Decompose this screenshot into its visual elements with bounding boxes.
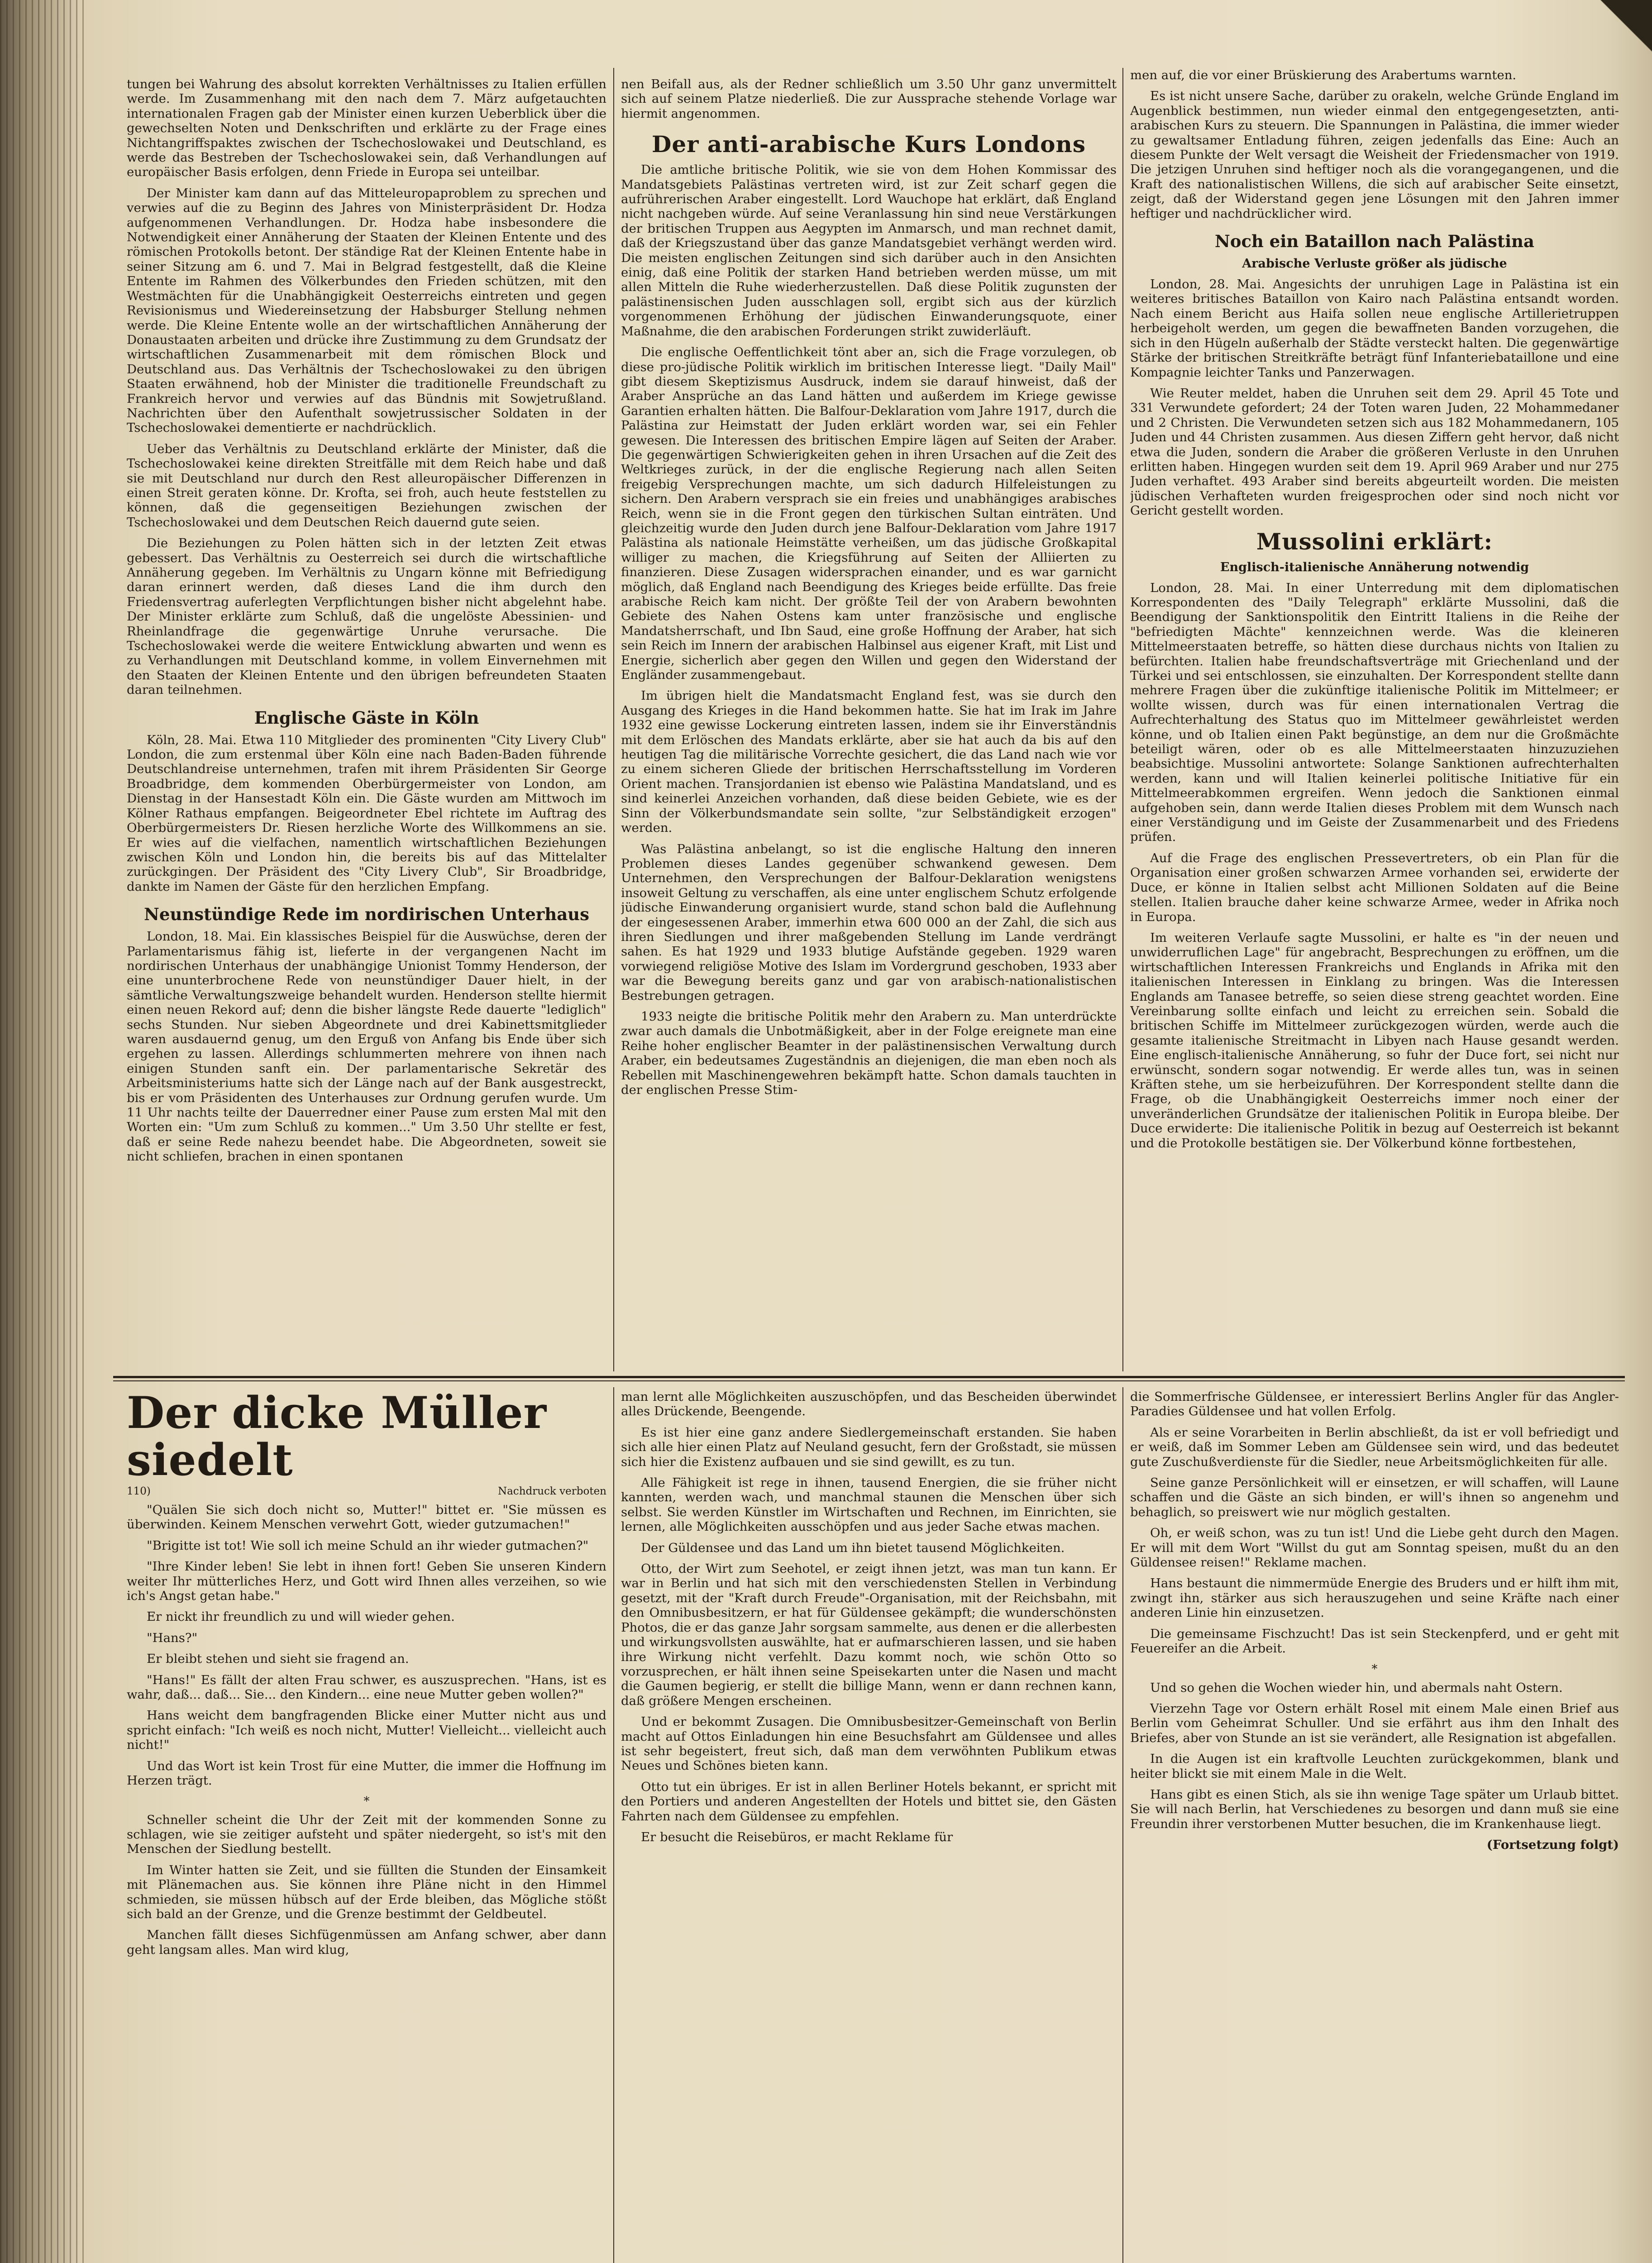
article-text: Im übrigen hielt die Mandatsmacht England fest, was sie durch den Ausgang des Krieges in die Hand bekommen hatte. Sie hat im Irak im Jahre 1932 eine gewisse Lockerung eintreten lassen, indem sie ihr Einverständnis mit dem Erlöschen des Mandats erklärte, aber sie hat auch da bis auf den heutigen Tag die militärische Vorrechte gesichert, die das Land nach wie vor zu einem sicheren Gliede der britischen Herrschaftsstellung im Vorderen Orient machen. Transjordanien ist ebenso wie Palästina Mandatsland, und es sind keinerlei Anzeichen vorhanden, daß diese beiden Gebiete, wie es der Sinn der Völkerbundsmandate sein sollte, "zur Selbständigkeit erzogen" werden. bbox=[621, 688, 1117, 835]
headline-anti-arab-course: Der anti-arabische Kurs Londons bbox=[651, 131, 1086, 158]
article-text: tungen bei Wahrung des absolut korrekten Verhältnisses zu Italien erfüllen werde. Im Zusammenhang mit den nach dem 7. März aufgetauchten internationalen Fragen gab der Minister einen kurzen Ueberblick über die gewechselten Noten und Denkschriften und erklärte zu der Frage eines Nichtangriffspaktes zwischen der Tschechoslowakei und Deutschland, es werde das Bestreben der Tschechoslowakei sein, daß Verhandlungen auf europäischer Basis erfolgen, denn Friede in Europa sei unteilbar. bbox=[127, 77, 606, 180]
article-column-1 bbox=[127, 77, 606, 1371]
serial-text: "Hans?" bbox=[147, 1630, 198, 1645]
serial-text: Im Winter hatten sie Zeit, und sie füllten die Stunden der Einsamkeit mit Plänemachen aus. Sie können ihre Pläne nicht in den Himmel schmieden, sie müssen hübsch auf der Erde bleiben, das Mögliche stößt sich bald an der Grenze, und die Grenze bestimmt der Geldbeutel. bbox=[127, 1862, 606, 1921]
article-text: Auf die Frage des englischen Pressevertreters, ob ein Plan für die Organisation einer großen schwarzen Armee vorhanden sei, erwiderte der Duce, er könne in Italien selbst acht Millionen Soldaten auf die Beine stellen. Italien brauche daher keine schwarze Armee, weder in Afrika noch in Europa. bbox=[1130, 850, 1619, 924]
serial-text: Vierzehn Tage vor Ostern erhält Rosel mit einem Male einen Brief aus Berlin vom Geheimrat Schuller. Und sie erfährt aus ihm den Inhalt des Briefes, aber von Stunde an ist sie verändert, alle Resignation ist abgefallen. bbox=[1130, 1701, 1619, 1745]
page-binding bbox=[0, 0, 86, 2263]
reprint-notice: Nachdruck verboten bbox=[497, 1485, 606, 1497]
serial-text: "Quälen Sie sich doch nicht so, Mutter!" bittet er. "Sie müssen es überwinden. Keinem Menschen verwehrt Gott, wieder gutzumachen!" bbox=[127, 1503, 606, 1532]
article-text: 1933 neigte die britische Politik mehr den Arabern zu. Man unterdrückte zwar auch damals die Unbotmäßigkeit, aber in der Folge ereignete man eine Reihe hoher englischer Beamter in der palästinensischen Verwaltung durch Araber, ein bedeutsames Zugeständnis an diejenigen, die man eben noch als Rebellen mit Maschinengewehren bekämpft hatte. Schon damals tauchten in der englischen Presse Stim- bbox=[621, 1009, 1117, 1097]
serial-text: Hans weicht dem bangfragenden Blicke einer Mutter nicht aus und spricht einfach: "Ich weiß es noch nicht, Mutter! Vielleicht... vielleicht auch nicht!" bbox=[127, 1708, 606, 1752]
article-text: Die Beziehungen zu Polen hätten sich in der letzten Zeit etwas gebessert. Das Verhältnis zu Oesterreich sei durch die wirtschaftliche Annäherung gegeben. Im Verhältnis zu Ungarn könne mit Befriedigung daran erinnert werden, daß dieses Land die ihm durch den Friedensvertrag auferlegten Verpflichtungen bisher nicht abgelehnt habe. Der Minister erklärte zum Schluß, daß die ungelöste Abessinien- und Rheinlandfrage die gegenwärtige Unruhe verursache. Die Tschechoslowakei werde die weitere Entwicklung abwarten und wenn es zu Verhandlungen mit Deutschland komme, in vollem Einvernehmen mit den Staaten der Kleinen Entente und den übrigen befreundeten Staaten daran teilnehmen. bbox=[127, 536, 606, 697]
serial-text: Er bleibt stehen und sieht sie fragend an. bbox=[147, 1652, 409, 1666]
article-text: Die englische Oeffentlichkeit tönt aber an, sich die Frage vorzulegen, ob diese pro-jüdische Politik wirklich im britischen Interesse liegt. "Daily Mail" gibt diesem Skeptizismus Ausdruck, indem sie darauf hinweist, daß der Araber Ansprüche an das Land hätten und außerdem im Kriege gewisse Garantien erhalten hätten. Die Balfour-Deklaration vom Jahre 1917, durch die Palästina zur Heimstatt der Juden erklärt worden war, sei ein Fehler gewesen. Die Interessen des britischen Empire lägen auf Seiten der Araber. Die gegenwärtigen Schwierigkeiten gehen in ihren Ursachen auf die Zeit des Weltkrieges zurück, in der die englische Regierung nach allen Seiten freigebig Versprechungen machte, um sich dadurch Hilfeleistungen zu sichern. Den Arabern versprach sie ein freies und unabhängiges arabisches Reich, wenn sie in die Front gegen den türkischen Sultan einträten. Und gleichzeitig wurde den Juden durch jene Balfour-Deklaration vom Jahre 1917 Palästina als nationale Heimstätte verheißen, um das jüdische Großkapital williger zu machen, die Kriegsführung auf Seiten der Alliierten zu finanzieren. Diese Zusagen widersprachen einander, und es war garnicht möglich, daß England nach Beendigung des Krieges beide erfüllte. Das freie arabische Reich kam nicht. Der größte Teil der von Arabern bewohnten Gebiete des Nahen Ostens kam unter französische und englische Mandatsherrschaft, und Ibn Saud, eine große Hoffnung der Araber, hat sich sein Reich im Innern der arabischen Halbinsel aus eigener Kraft, mit List und Energie, sicherlich aber gegen den Willen und gegen den Widerstand der Engländer zusammengebaut. bbox=[621, 345, 1117, 683]
article-text: Ueber das Verhältnis zu Deutschland erklärte der Minister, daß die Tschechoslowakei keine direkten Streitfälle mit dem Reich habe und daß sie mit Deutschland nur durch den Rest alleuropäischer Differenzen in einen Streit geraten könne. Dr. Krofta, sei froh, auch heute feststellen zu können, daß die gegenseitigen Beziehungen zwischen der Tschechoslowakei und dem Deutschen Reich dauernd gute seien. bbox=[127, 441, 606, 530]
article-column-2 bbox=[621, 77, 1117, 1371]
column-divider bbox=[1122, 1387, 1123, 2263]
serial-text: "Ihre Kinder leben! Sie lebt in ihnen fort! Geben Sie unseren Kindern weiter Ihr mütterliches Herz, und Gott wird Ihnen alles verzeihen, so wie ich's Angst getan habe." bbox=[127, 1559, 606, 1604]
article-text: nen Beifall aus, als der Redner schließlich um 3.50 Uhr ganz unvermittelt sich auf seinem Platze niederließ. Die zur Aussprache stehende Vorlage war hiermit angenommen. bbox=[621, 77, 1117, 121]
article-text: Wie Reuter meldet, haben die Unruhen seit dem 29. April 45 Tote und 331 Verwundete gefordert; 24 der Toten waren Juden, 22 Mohammedaner und 2 Christen. Die Verwundeten setzen sich aus 182 Mohammedanern, 105 Juden und 44 Christen zusammen. Aus diesen Ziffern geht hervor, daß nicht etwa die Juden, sondern die Araber die größeren Verluste in den Unruhen erlitten haben. Hingegen wurden seit dem 19. April 969 Araber und nur 275 Juden verhaftet. 493 Araber sind bereits abgeurteilt worden. Die meisten jüdischen Verhafteten wurden freigesprochen oder sind noch nicht vor Gericht gestellt worden. bbox=[1130, 386, 1619, 518]
headline-mussolini: Mussolini erklärt: bbox=[1256, 528, 1493, 555]
serial-text: "Brigitte ist tot! Wie soll ich meine Schuld an ihr wieder gutmachen?" bbox=[147, 1538, 589, 1553]
serial-episode-number: 110) bbox=[127, 1485, 151, 1497]
serial-text: Oh, er weiß schon, was zu tun ist! Und die Liebe geht durch den Magen. Er will mit dem Wort "Willst du gut am Sonntag speisen, mußt du an den Güldensee reisen!" Reklame machen. bbox=[1130, 1526, 1619, 1570]
page-corner-tab bbox=[1598, 0, 1652, 59]
serial-title: Der dicke Müller siedelt bbox=[127, 1389, 547, 1485]
serial-text: Hans bestaunt die nimmermüde Energie des Bruders und er hilft ihm mit, zwingt ihn, stärker aus sich herauszugehen und seine Kräfte nach einer anderen Linie hin einzusetzen. bbox=[1130, 1576, 1619, 1620]
article-text: Köln, 28. Mai. Etwa 110 Mitglieder des prominenten "City Livery Club" London, die zum erstenmal über Köln eine nach Baden-Baden führende Deutschlandreise unternehmen, trafen mit ihrem Präsidenten Sir George Broadbridge, dem kommenden Oberbürgermeister von London, am Dienstag in der Hansestadt Köln ein. Die Gäste wurden am Mittwoch im Kölner Rathaus empfangen. Beigeordneter Ebel richtete im Auftrag des Oberbürgermeisters Dr. Riesen herzliche Worte des Willkommens an sie. Er wies auf die vielfachen, namentlich wirtschaftlichen Beziehungen zwischen Köln und London hin, die bereits bis auf das Mittelalter zurückgingen. Der Präsident des "City Livery Club", Sir Broadbridge, dankte im Namen der Gäste für den herzlichen Empfang. bbox=[127, 732, 606, 894]
article-text: London, 28. Mai. In einer Unterredung mit dem diplomatischen Korrespondenten des "Daily Telegraph" erklärte Mussolini, daß die Beendigung der Sanktionspolitik den Eintritt Italiens in die Reihe der "befriedigten Mächte" kennzeichnen werde. Was die kleineren Mittelmeerstaaten betreffe, so hätten diese durchaus nichts von Italien zu befürchten. Italien habe freundschaftsverträge mit Griechenland und der Türkei und sei entschlossen, sie einzuhalten. Der Korrespondent stellte dann mehrere Fragen über die zukünftige italienische Politik im Mittelmeer; er wollte wissen, durch was für einen internationalen Vertrag die Aufrechterhaltung des Status quo im Mittelmeer gewährleistet werden könne, und ob Italien einen Pakt begünstige, an dem nur die Großmächte beteiligt wären, oder ob es alle Mittelmeerstaaten hinzuzuziehen beabsichtige. Mussolini antwortete: Solange Sanktionen aufrechterhalten werden, kann und will Italien keinerlei politische Initiative für ein Mittelmeerabkommen ergreifen. Wenn jedoch die Sanktionen einmal aufgehoben sein, dann werde Italien dieses Problem mit dem Wunsch nach einer Verständigung und im Geiste der Zusammenarbeit und des Friedens prüfen. bbox=[1130, 580, 1619, 845]
serial-text: Die gemeinsame Fischzucht! Das ist sein Steckenpferd, und er geht mit Feuereifer an die Arbeit. bbox=[1130, 1626, 1619, 1656]
serial-text: In die Augen ist ein kraftvolle Leuchten zurückgekommen, blank und heiter blickt sie mit einem Male in die Welt. bbox=[1130, 1752, 1619, 1781]
headline-english-guests: Englische Gäste in Köln bbox=[254, 707, 479, 728]
serial-column-2 bbox=[621, 1389, 1117, 2263]
continued-notice: (Fortsetzung folgt) bbox=[1486, 1838, 1619, 1852]
section-asterisk: * bbox=[1371, 1662, 1378, 1676]
serial-text: Otto tut ein übriges. Er ist in allen Berliner Hotels bekannt, er spricht mit den Portiers und anderen Angestellten der Hotels und bittet sie, den Gästen Fahrten nach dem Güldensee zu empfehlen. bbox=[621, 1779, 1117, 1824]
section-asterisk: * bbox=[363, 1794, 370, 1808]
serial-column-1 bbox=[127, 1389, 606, 2263]
serial-text: Als er seine Vorarbeiten in Berlin abschließt, da ist er voll befriedigt und er weiß, daß im Sommer Leben am Güldensee sein wird, und das bedeutet gute Zuschußverdienste für die Siedler, neue Arbeitsmöglichkeiten für alle. bbox=[1130, 1425, 1619, 1469]
serial-text: man lernt alle Möglichkeiten auszuschöpfen, und das Bescheiden überwindet alles Drückende, Beengende. bbox=[621, 1389, 1117, 1419]
serial-text: Seine ganze Persönlichkeit will er einsetzen, er will schaffen, will Laune schaffen und die Gäste an sich binden, er will's ihnen so angenehm und behaglich, so preiswert wie nur möglich gestalten. bbox=[1130, 1475, 1619, 1519]
serial-text: Und er bekommt Zusagen. Die Omnibusbesitzer-Gemeinschaft von Berlin macht auf Ottos Einladungen hin eine Besuchsfahrt am Güldensee und alles ist sehr begeistert, freut sich, daß man dem verwöhnten Publikum etwas Neues und Schönes bieten kann. bbox=[621, 1714, 1117, 1773]
serial-text: Manchen fällt dieses Sichfügenmüssen am Anfang schwer, aber dann geht langsam alles. Man wird klug, bbox=[127, 1928, 606, 1957]
section-divider bbox=[113, 1376, 1625, 1378]
headline-battalion-palestine: Noch ein Bataillon nach Palästina bbox=[1215, 231, 1534, 252]
column-divider bbox=[1122, 68, 1123, 1371]
serial-text: Otto, der Wirt zum Seehotel, er zeigt ihnen jetzt, was man tun kann. Er war in Berlin und hat sich mit den verschiedensten Stellen in Verbindung gesetzt, mit der "Kraft durch Freude"-Organisation, mit der Reichsbahn, mit den Omnibusbesitzern, er hat für Güldensee gekämpft; die wunderschönsten Photos, die er das ganze Jahr sorgsam sammelte, aus denen er die allerbesten und wirkungsvollsten auswählte, hat er aufmarschieren lassen, und sie haben ihre Wirkung nicht verfehlt. Dazu kommt noch, wie schön Otto so vorzusprechen, er hält ihnen seine Speisekarten unter die Nasen und macht die Gaumen begierig, er stellt die billige Mann, wenn er dann rechnen kann, daß größere Mengen erscheinen. bbox=[621, 1561, 1117, 1708]
serial-text: Er besucht die Reisebüros, er macht Reklame für bbox=[641, 1829, 953, 1844]
article-text: London, 18. Mai. Ein klassisches Beispiel für die Auswüchse, deren der Parlamentarismus fähig ist, lieferte in der vergangenen Nacht im nordirischen Unterhaus der unabhängige Unionist Tommy Henderson, der eine ununterbrochene Rede von neunstündiger Dauer hielt, in der sämtliche Verwaltungszweige behandelt wurden. Henderson stellte hiermit einen neuen Rekord auf; denn die bisher längste Rede dauerte "lediglich" sechs Stunden. Nur sieben Abgeordnete und drei Kabinettsmitglieder waren ausdauernd genug, um den Erguß von Anfang bis Ende über sich ergehen zu lassen. Allerdings schlummerten mehrere von ihnen nach einigen Stunden sanft ein. Der parlamentarische Sekretär des Arbeitsministeriums hatte sich der Länge nach auf der Bank ausgestreckt, bis er vom Präsidenten des Unterhauses zur Ordnung gerufen wurde. Um 11 Uhr nachts teilte der Dauerredner einer Pause zum ersten Mal mit den Worten ein: "Um zum Schluß zu kommen..." Um 3.50 Uhr stellte er fest, daß er seine Rede nahezu beendet habe. Die Abgeordneten, soweit sie nicht schliefen, brachen in einen spontanen bbox=[127, 929, 606, 1164]
column-divider bbox=[613, 1387, 614, 2263]
article-text: Die amtliche britische Politik, wie sie von dem Hohen Kommissar des Mandatsgebiets Palästinas vertreten wird, ist zur Zeit scharf gegen die aufrührerischen Araber eingestellt. Lord Wauchope hat erklärt, daß England nicht nachgeben würde. Auf seine Veranlassung hin sind neue Verstärkungen der britischen Truppen aus Aegypten im Anmarsch, und man rechnet damit, daß der Kriegszustand über das ganze Mandatsgebiet verhängt werden wird. Die meisten englischen Zeitungen sind sich darüber auch in den Ansichten einig, daß eine Politik der starken Hand betrieben werden müsse, um mit allen Mitteln die Ruhe wiederherzustellen. Daß diese Politik zugunsten der palästinensischen Juden ausschlagen soll, ergibt sich aus der kürzlich vorgenommenen Erhöhung der jüdischen Einwanderungsquote, einer Maßnahme, die den arabischen Forderungen strikt zuwiderläuft. bbox=[621, 162, 1117, 339]
headline-nine-hour-speech: Neunstündige Rede im nordirischen Unterhaus bbox=[144, 904, 589, 925]
subheadline-losses: Arabische Verluste größer als jüdische bbox=[1242, 257, 1507, 271]
article-text: men auf, die vor einer Brüskierung des Arabertums warnten. bbox=[1130, 68, 1517, 82]
serial-text: die Sommerfrische Güldensee, er interessiert Berlins Angler für das Angler-Paradies Güldensee und hat vollen Erfolg. bbox=[1130, 1389, 1619, 1419]
serial-text: Es ist hier eine ganz andere Siedlergemeinschaft erstanden. Sie haben sich alle hier einen Platz auf Neuland gesucht, fern der Großstadt, sie müssen sich hier die Existenz aufbauen und sie sind gewillt, es zu tun. bbox=[621, 1425, 1117, 1469]
article-text: Was Palästina anbelangt, so ist die englische Haltung den inneren Problemen dieses Landes gegenüber schwankend gewesen. Dem Unternehmen, den Versprechungen der Balfour-Deklaration wenigstens insoweit Geltung zu verschaffen, als eine unter englischem Schutz erfolgende jüdische Einwanderung organisiert wurde, stand schon bald die Auflehnung der eingesessenen Araber, immerhin etwa 600 000 an der Zahl, die sich aus ihren Siedlungen und ihrer maßgebenden Stellung im Lande verdrängt sahen. Es hat 1929 und 1933 blutige Aufstände gegeben. 1929 waren vorwiegend religiöse Motive des Islam im Vordergrund geschoben, 1933 aber war die Bewegung bereits ganz und gar von arabisch-nationalistischen Bestrebungen getragen. bbox=[621, 841, 1117, 1003]
article-text: London, 28. Mai. Angesichts der unruhigen Lage in Palästina ist ein weiteres britisches Bataillon von Kairo nach Palästina entsandt worden. Nach einem Bericht aus Haifa sollen neue englische Artillerietruppen herbeigeholt werden, um gegen die bewaffneten Banden vorzugehen, die sich in den Hügeln außerhalb der Städte versteckt halten. Die gegenwärtige Stärke der britischen Streitkräfte beträgt fünf Infanteriebataillone und eine Kompagnie leichter Tanks und Panzerwagen. bbox=[1130, 277, 1619, 380]
serial-meta bbox=[127, 1485, 606, 1497]
article-text: Der Minister kam dann auf das Mitteleuropaproblem zu sprechen und verwies auf die zu Beginn des Jahres von Ministerpräsident Dr. Hodza aufgenommenen Verhandlungen. Dr. Hodza habe insbesondere die Notwendigkeit einer Annäherung der Staaten der Kleinen Entente und des römischen Protokolls betont. Der ständige Rat der Kleinen Entente habe in seiner Sitzung am 6. und 7. Mai in Belgrad festgestellt, daß die Kleine Entente im Rahmen des Völkerbundes den Frieden schützen, mit den Westmächten für die Unabhängigkeit Oesterreichs eintreten und gegen Revisionismus und Wiedereinsetzung der Habsburger Stellung nehmen werde. Die Kleine Entente wolle an der wirtschaftlichen Annäherung der Donaustaaten arbeiten und drücke ihre Zustimmung zu dem Grundsatz der wirtschaftlichen Zusammenarbeit mit dem römischen Block und Deutschland aus. Das Verhältnis der Tschechoslowakei zu den übrigen Staaten erwähnend, hob der Minister die traditionelle Freundschaft zu Frankreich hervor und verwies auf das Bündnis mit Sowjetrußland. Nachrichten über den Aufenthalt sowjetrussischer Soldaten in der Tschechoslowakei dementierte er nachdrücklich. bbox=[127, 186, 606, 435]
column-divider bbox=[613, 68, 614, 1371]
serial-text: Schneller scheint die Uhr der Zeit mit der kommenden Sonne zu schlagen, wie sie zeitiger aufsteht und später niedergeht, so ist's mit den Menschen der Siedlung bestellt. bbox=[127, 1812, 606, 1857]
serial-text: Hans gibt es einen Stich, als sie ihn wenige Tage später um Urlaub bittet. Sie will nach Berlin, hat Verschiedenes zu besorgen und dann muß sie eine Freundin ihrer verstorbenen Mutter besuchen, die im Krankenhause liegt. bbox=[1130, 1787, 1619, 1831]
article-column-3 bbox=[1130, 68, 1619, 1371]
serial-text: Und so gehen die Wochen wieder hin, und abermals naht Ostern. bbox=[1150, 1680, 1563, 1695]
section-divider bbox=[113, 1380, 1625, 1381]
serial-text: Alle Fähigkeit ist rege in ihnen, tausend Energien, die sie früher nicht kannten, werden wach, und manchmal staunen die Menschen über sich selbst. Sie werden Künstler im Wirtschaften und Rechnen, im Einrichten, sie lernen, alle Möglichkeiten ausschöpfen und aus jeder Sache etwas machen. bbox=[621, 1475, 1117, 1534]
article-text: Es ist nicht unsere Sache, darüber zu orakeln, welche Gründe England im Augenblick bestimmen, nun wieder einmal den entgegengesetzten, anti-arabischen Kurs zu steuern. Die Spannungen in Palästina, die immer wieder zu gewaltsamer Entladung führen, zeigen jedenfalls das Eine: Auch an diesem Punkte der Welt versagt die Weisheit der Friedensmacher von 1919. Die jetzigen Unruhen sind heftiger noch als die vorangegangenen, und die Kraft des nationalistischen Willens, die sich auf arabischer Seite einsetzt, zeigt, daß der Widerstand gegen jene Lösungen mit den Jahren immer heftiger und nachdrücklicher wird. bbox=[1130, 89, 1619, 221]
serial-text: Der Güldensee und das Land um ihn bietet tausend Möglichkeiten. bbox=[641, 1540, 1065, 1555]
serial-text: "Hans!" Es fällt der alten Frau schwer, es auszusprechen. "Hans, ist es wahr, daß... daß... Sie... den Kindern... eine neue Mutter geben wollen?" bbox=[127, 1672, 606, 1702]
serial-text: Er nickt ihr freundlich zu und will wieder gehen. bbox=[147, 1609, 455, 1624]
serial-text: Und das Wort ist kein Trost für eine Mutter, die immer die Hoffnung im Herzen trägt. bbox=[127, 1758, 606, 1788]
subheadline-rapprochement: Englisch-italienische Annäherung notwendig bbox=[1220, 560, 1529, 574]
article-text: Im weiteren Verlaufe sagte Mussolini, er halte es "in der neuen und unwiderruflichen Lage" für angebracht, Besprechungen zu eröffnen, um die wirtschaftlichen Interessen Frankreichs und Englands in Afrika mit den italienischen Interessen in Einklang zu bringen. Was die Interessen Englands am Tanasee betreffe, so seien diese streng geachtet worden. Eine Vereinbarung sollte einfach und leicht zu erreichen sein. Sobald die britischen Schiffe im Mittelmeer zurückgezogen würden, werde auch die gesamte italienische Streitmacht in Libyen nach Hause gesandt werden. Eine englisch-italienische Annäherung, so fuhr der Duce fort, sei nicht nur erwünscht, sondern sogar notwendig. Er werde alles tun, was in seinen Kräften stehe, um sie herbeizuführen. Der Korrespondent stellte dann die Frage, ob die Unabhängigkeit Oesterreichs immer noch einer der unveränderlichen Grundsätze der italienischen Politik in Europa bleibe. Der Duce erwiderte: Die italienische Politik in bezug auf Oesterreich ist bekannt und die Protokolle bestätigen sie. Der Völkerbund könne fortbestehen, bbox=[1130, 930, 1619, 1151]
serial-column-3 bbox=[1130, 1389, 1619, 2263]
